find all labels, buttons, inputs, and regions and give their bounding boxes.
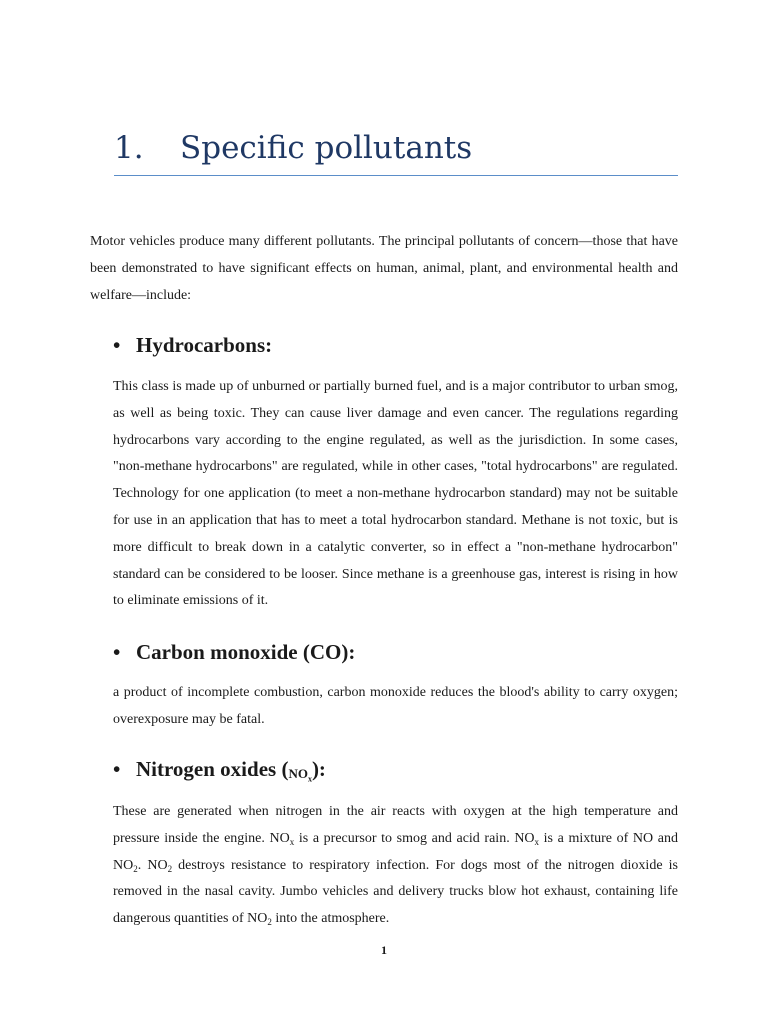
- heading-number: 1.: [114, 130, 144, 166]
- carbon-monoxide-paragraph: a product of incomplete combustion, carbon monoxide reduces the blood's ability to carry oxygen; overexposure may be fatal.: [113, 685, 678, 727]
- subscript: x: [289, 836, 295, 847]
- page-number: 1: [381, 943, 387, 957]
- heading-title: Specific pollutants: [180, 130, 473, 166]
- bullet-icon: •: [113, 757, 121, 781]
- subscript: 2: [133, 863, 138, 874]
- nox-formula: [288, 766, 312, 784]
- nitrogen-oxides-paragraph: [113, 799, 678, 933]
- text-run: destroys resistance to respiratory infection. For dogs most of the nitrogen dioxide is removed in the nasal cavity. Jumbo vehicles and delivery trucks blow hot exhaust, containing life dangerous quantities of NO: [113, 857, 678, 927]
- text-run: is a precursor to smog and acid rain. NO: [294, 830, 535, 846]
- bullet-heading-nitrogen-oxides: [113, 757, 326, 784]
- hydrocarbons-title: Hydrocarbons:: [136, 333, 273, 357]
- text-run: is a mixture of NO and NO: [113, 830, 678, 873]
- text-run: . NO: [137, 857, 168, 873]
- text-run: into the atmosphere.: [271, 911, 390, 927]
- bullet-heading-hydrocarbons: [113, 333, 272, 358]
- subscript: 2: [167, 863, 173, 874]
- intro-paragraph: Motor vehicles produce many different pollutants. The principal pollutants of concern—those that have been demonstrated to have significant effects on human, animal, plant, and environmental health and welfare—include:: [90, 234, 678, 303]
- bullet-heading-carbon-monoxide: [113, 640, 355, 665]
- section-heading: [114, 130, 678, 176]
- subscript: x: [534, 836, 540, 847]
- bullet-icon: •: [113, 333, 121, 357]
- nox-formula-base: NO: [288, 766, 308, 781]
- text-run: These are generated when nitrogen in the air reacts with oxygen at the high temperature and pressure inside the engine. NO: [113, 804, 678, 846]
- carbon-monoxide-title: Carbon monoxide (CO):: [136, 640, 356, 664]
- subscript: 2: [267, 917, 272, 928]
- bullet-icon: •: [113, 640, 121, 664]
- nox-formula-sub: x: [307, 774, 312, 784]
- nitrogen-oxides-title: Nitrogen oxides (: [136, 757, 289, 781]
- nitrogen-oxides-title-suffix: ):: [311, 757, 326, 781]
- hydrocarbons-paragraph: This class is made up of unburned or partially burned fuel, and is a major contributor to urban smog, as well as being toxic. They can cause liver damage and even cancer. The regulations regarding hydrocarbons vary according to the engine regulated, as well as the jurisdiction. In some cases, "non-methane hydrocarbons" are regulated, while in other cases, "total hydrocarbons" are regulated. Technology for one application (to meet a non-methane hydrocarbon standard) may not be suitable for use in an application that has to meet a total hydrocarbon standard. Methane is not toxic, but is more difficult to break down in a catalytic converter, so in effect a "non-methane hydrocarbon" standard can be considered to be looser. Since methane is a greenhouse gas, interest is rising in how to eliminate emissions of it.: [113, 379, 678, 609]
